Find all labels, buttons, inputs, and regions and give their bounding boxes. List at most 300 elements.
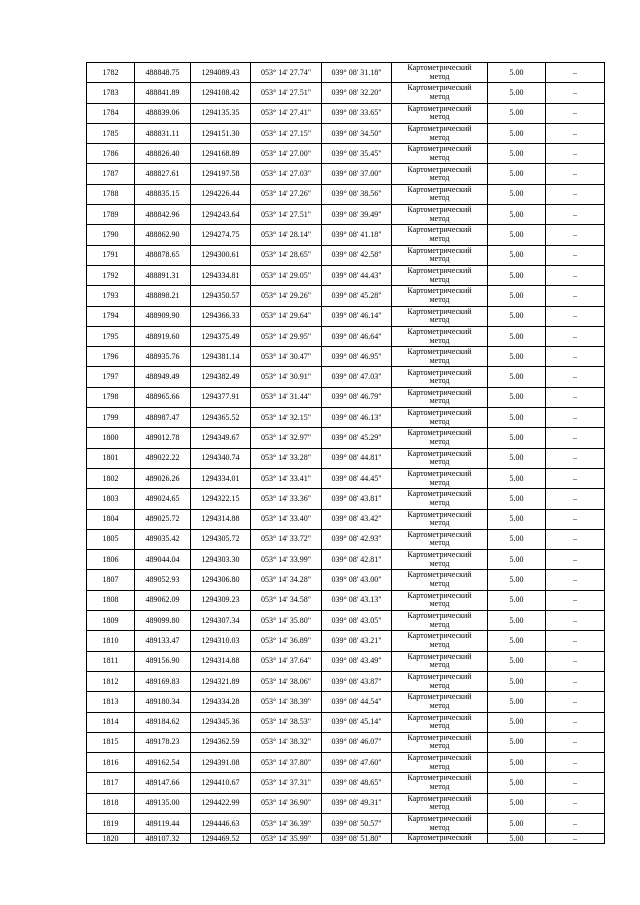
method-line-2: метод	[429, 71, 450, 81]
longitude-cell: 039° 08' 51.80"	[322, 834, 392, 844]
point-number-cell: 1791	[87, 245, 135, 265]
longitude-cell: 039° 08' 38.56"	[322, 184, 392, 204]
latitude-cell: 053° 14' 35.80"	[251, 611, 322, 631]
table-row	[87, 428, 605, 448]
latitude-cell: 053° 14' 37.31"	[251, 773, 322, 793]
y-coordinate-cell: 1294422.99	[191, 793, 251, 813]
x-coordinate-cell: 489162.54	[135, 753, 191, 773]
method-line-1: Картометрический	[407, 103, 472, 113]
longitude-cell: 039° 08' 44.45"	[322, 468, 392, 488]
point-number-cell: 1811	[87, 651, 135, 671]
method-line-1: Картометрический	[407, 266, 472, 276]
method-cell	[392, 184, 488, 204]
point-number-cell: 1813	[87, 692, 135, 712]
x-coordinate-cell: 489026.26	[135, 468, 191, 488]
accuracy-cell: 5.00	[488, 651, 546, 671]
y-coordinate-cell: 1294300.61	[191, 245, 251, 265]
method-cell	[392, 813, 488, 833]
point-number-cell: 1793	[87, 286, 135, 306]
latitude-cell: 053° 14' 28.65"	[251, 245, 322, 265]
note-cell: –	[546, 509, 605, 529]
y-coordinate-cell: 1294168.89	[191, 144, 251, 164]
x-coordinate-cell: 489044.04	[135, 550, 191, 570]
x-coordinate-cell: 488987.47	[135, 408, 191, 428]
y-coordinate-cell: 1294303.30	[191, 550, 251, 570]
table-row	[87, 205, 605, 225]
method-cell	[392, 651, 488, 671]
x-coordinate-cell: 489099.80	[135, 611, 191, 631]
method-line-2: метод	[429, 234, 450, 244]
method-line-1: Картометрический	[407, 326, 472, 336]
y-coordinate-cell: 1294305.72	[191, 529, 251, 549]
method-line-1: Картометрический	[407, 184, 472, 194]
method-line-2: метод	[429, 782, 450, 792]
table-row	[87, 63, 605, 83]
latitude-cell: 053° 14' 27.26"	[251, 184, 322, 204]
accuracy-cell: 5.00	[488, 529, 546, 549]
longitude-cell: 039° 08' 44.54"	[322, 692, 392, 712]
table-row	[87, 570, 605, 590]
table-row	[87, 671, 605, 691]
longitude-cell: 039° 08' 47.60"	[322, 753, 392, 773]
accuracy-cell: 5.00	[488, 225, 546, 245]
x-coordinate-cell: 488827.61	[135, 164, 191, 184]
table-row	[87, 347, 605, 367]
latitude-cell: 053° 14' 36.90"	[251, 793, 322, 813]
longitude-cell: 039° 08' 46.13"	[322, 408, 392, 428]
accuracy-cell: 5.00	[488, 408, 546, 428]
longitude-cell: 039° 08' 46.79"	[322, 387, 392, 407]
method-line-2: метод	[429, 416, 450, 426]
method-line-2: метод	[429, 274, 450, 284]
method-cell	[392, 205, 488, 225]
point-number-cell: 1806	[87, 550, 135, 570]
point-number-cell: 1797	[87, 367, 135, 387]
point-number-cell: 1789	[87, 205, 135, 225]
x-coordinate-cell: 489147.66	[135, 773, 191, 793]
latitude-cell: 053° 14' 32.97"	[251, 428, 322, 448]
latitude-cell: 053° 14' 37.80"	[251, 753, 322, 773]
method-line-1: Картометрический	[407, 651, 472, 661]
y-coordinate-cell: 1294381.14	[191, 347, 251, 367]
y-coordinate-cell: 1294321.89	[191, 671, 251, 691]
accuracy-cell: 5.00	[488, 489, 546, 509]
y-coordinate-cell: 1294446.63	[191, 813, 251, 833]
note-cell: –	[546, 448, 605, 468]
y-coordinate-cell: 1294350.57	[191, 286, 251, 306]
method-line-2: метод	[429, 193, 450, 203]
y-coordinate-cell: 1294334.28	[191, 692, 251, 712]
point-number-cell: 1800	[87, 428, 135, 448]
accuracy-cell: 5.00	[488, 509, 546, 529]
method-line-1: Картометрический	[407, 753, 472, 763]
x-coordinate-cell: 489133.47	[135, 631, 191, 651]
point-number-cell: 1807	[87, 570, 135, 590]
accuracy-cell: 5.00	[488, 732, 546, 752]
x-coordinate-cell: 488909.90	[135, 306, 191, 326]
latitude-cell: 053° 14' 36.89"	[251, 631, 322, 651]
longitude-cell: 039° 08' 37.00"	[322, 164, 392, 184]
longitude-cell: 039° 08' 44.43"	[322, 265, 392, 285]
x-coordinate-cell: 488919.60	[135, 326, 191, 346]
point-number-cell: 1816	[87, 753, 135, 773]
table-row	[87, 813, 605, 833]
longitude-cell: 039° 08' 34.50"	[322, 123, 392, 143]
method-line-1: Картометрический	[407, 773, 472, 783]
accuracy-cell: 5.00	[488, 347, 546, 367]
x-coordinate-cell: 488826.40	[135, 144, 191, 164]
point-number-cell: 1804	[87, 509, 135, 529]
table-row	[87, 184, 605, 204]
latitude-cell: 053° 14' 27.03"	[251, 164, 322, 184]
method-line-1: Картометрический	[407, 489, 472, 499]
latitude-cell: 053° 14' 34.58"	[251, 590, 322, 610]
accuracy-cell: 5.00	[488, 550, 546, 570]
method-cell	[392, 611, 488, 631]
x-coordinate-cell: 489178.23	[135, 732, 191, 752]
method-line-2: метод	[429, 376, 450, 386]
table-row	[87, 712, 605, 732]
y-coordinate-cell: 1294345.36	[191, 712, 251, 732]
table-row	[87, 611, 605, 631]
method-line-2: метод	[429, 538, 450, 548]
note-cell: –	[546, 164, 605, 184]
longitude-cell: 039° 08' 35.45"	[322, 144, 392, 164]
method-cell	[392, 144, 488, 164]
longitude-cell: 039° 08' 43.87"	[322, 671, 392, 691]
latitude-cell: 053° 14' 33.40"	[251, 509, 322, 529]
accuracy-cell: 5.00	[488, 265, 546, 285]
table-row	[87, 468, 605, 488]
longitude-cell: 039° 08' 43.21"	[322, 631, 392, 651]
method-cell	[392, 692, 488, 712]
y-coordinate-cell: 1294314.88	[191, 509, 251, 529]
point-number-cell: 1803	[87, 489, 135, 509]
method-cell	[392, 834, 488, 844]
method-line-2: метод	[429, 619, 450, 629]
table-row	[87, 448, 605, 468]
method-cell	[392, 428, 488, 448]
method-cell	[392, 123, 488, 143]
latitude-cell: 053° 14' 37.64"	[251, 651, 322, 671]
table-row	[87, 245, 605, 265]
longitude-cell: 039° 08' 43.05"	[322, 611, 392, 631]
method-cell	[392, 529, 488, 549]
note-cell: –	[546, 428, 605, 448]
accuracy-cell: 5.00	[488, 773, 546, 793]
method-cell	[392, 590, 488, 610]
method-line-1: Картометрический	[407, 408, 472, 418]
method-cell	[392, 732, 488, 752]
note-cell: –	[546, 793, 605, 813]
point-number-cell: 1801	[87, 448, 135, 468]
x-coordinate-cell: 488835.15	[135, 184, 191, 204]
note-cell: –	[546, 387, 605, 407]
longitude-cell: 039° 08' 31.18"	[322, 63, 392, 83]
y-coordinate-cell: 1294362.59	[191, 732, 251, 752]
latitude-cell: 053° 14' 38.39"	[251, 692, 322, 712]
method-line-1: Картометрический	[407, 245, 472, 255]
latitude-cell: 053° 14' 27.51"	[251, 83, 322, 103]
accuracy-cell: 5.00	[488, 144, 546, 164]
method-cell	[392, 265, 488, 285]
note-cell: –	[546, 550, 605, 570]
latitude-cell: 053° 14' 29.64"	[251, 306, 322, 326]
y-coordinate-cell: 1294469.52	[191, 834, 251, 844]
accuracy-cell: 5.00	[488, 631, 546, 651]
method-line-2: метод	[429, 721, 450, 731]
x-coordinate-cell: 488965.66	[135, 387, 191, 407]
method-line-2: метод	[429, 680, 450, 690]
accuracy-cell: 5.00	[488, 428, 546, 448]
y-coordinate-cell: 1294334.01	[191, 468, 251, 488]
method-line-2: метод	[429, 822, 450, 832]
method-cell	[392, 753, 488, 773]
method-line-2: метод	[429, 112, 450, 122]
longitude-cell: 039° 08' 42.58"	[322, 245, 392, 265]
method-line-2: метод	[429, 761, 450, 771]
x-coordinate-cell: 488841.89	[135, 83, 191, 103]
method-line-1: Картометрический	[407, 793, 472, 803]
table-row	[87, 631, 605, 651]
y-coordinate-cell: 1294243.64	[191, 205, 251, 225]
longitude-cell: 039° 08' 45.14"	[322, 712, 392, 732]
latitude-cell: 053° 14' 29.26"	[251, 286, 322, 306]
y-coordinate-cell: 1294309.23	[191, 590, 251, 610]
longitude-cell: 039° 08' 48.65"	[322, 773, 392, 793]
method-line-2: метод	[429, 639, 450, 649]
y-coordinate-cell: 1294382.49	[191, 367, 251, 387]
table-row	[87, 306, 605, 326]
longitude-cell: 039° 08' 46.64"	[322, 326, 392, 346]
x-coordinate-cell: 489107.32	[135, 834, 191, 844]
note-cell: –	[546, 408, 605, 428]
y-coordinate-cell: 1294089.43	[191, 63, 251, 83]
table-row	[87, 326, 605, 346]
method-cell	[392, 326, 488, 346]
method-line-1: Картометрический	[407, 83, 472, 93]
method-line-2: метод	[429, 294, 450, 304]
x-coordinate-cell: 488862.90	[135, 225, 191, 245]
y-coordinate-cell: 1294314.88	[191, 651, 251, 671]
method-line-1: Картометрический	[407, 590, 472, 600]
note-cell: –	[546, 570, 605, 590]
method-line-1: Картометрический	[407, 225, 472, 235]
accuracy-cell: 5.00	[488, 103, 546, 123]
method-line-1: Картометрический	[407, 611, 472, 621]
y-coordinate-cell: 1294334.81	[191, 265, 251, 285]
method-cell	[392, 63, 488, 83]
x-coordinate-cell: 488842.96	[135, 205, 191, 225]
accuracy-cell: 5.00	[488, 286, 546, 306]
point-number-cell: 1818	[87, 793, 135, 813]
latitude-cell: 053° 14' 34.28"	[251, 570, 322, 590]
y-coordinate-cell: 1294391.08	[191, 753, 251, 773]
note-cell: –	[546, 245, 605, 265]
x-coordinate-cell: 488878.65	[135, 245, 191, 265]
table-row	[87, 83, 605, 103]
method-cell	[392, 631, 488, 651]
x-coordinate-cell: 489156.90	[135, 651, 191, 671]
point-number-cell: 1788	[87, 184, 135, 204]
longitude-cell: 039° 08' 45.28"	[322, 286, 392, 306]
method-line-2: метод	[429, 315, 450, 325]
note-cell: –	[546, 205, 605, 225]
longitude-cell: 039° 08' 44.81"	[322, 448, 392, 468]
longitude-cell: 039° 08' 46.14"	[322, 306, 392, 326]
longitude-cell: 039° 08' 43.42"	[322, 509, 392, 529]
accuracy-cell: 5.00	[488, 63, 546, 83]
table-row	[87, 692, 605, 712]
x-coordinate-cell: 488839.06	[135, 103, 191, 123]
method-line-2: метод	[429, 173, 450, 183]
note-cell: –	[546, 347, 605, 367]
note-cell: –	[546, 286, 605, 306]
method-line-1: Картометрический	[407, 671, 472, 681]
point-number-cell: 1802	[87, 468, 135, 488]
method-cell	[392, 225, 488, 245]
note-cell: –	[546, 468, 605, 488]
point-number-cell: 1783	[87, 83, 135, 103]
method-line-1: Картометрический	[407, 123, 472, 133]
accuracy-cell: 5.00	[488, 753, 546, 773]
note-cell: –	[546, 123, 605, 143]
method-cell	[392, 448, 488, 468]
method-line-1: Картометрический	[407, 692, 472, 702]
accuracy-cell: 5.00	[488, 712, 546, 732]
table-row	[87, 509, 605, 529]
longitude-cell: 039° 08' 46.07"	[322, 732, 392, 752]
longitude-cell: 039° 08' 42.81"	[322, 550, 392, 570]
accuracy-cell: 5.00	[488, 570, 546, 590]
x-coordinate-cell: 489119.44	[135, 813, 191, 833]
table-row	[87, 753, 605, 773]
x-coordinate-cell: 489052.93	[135, 570, 191, 590]
table-row	[87, 164, 605, 184]
method-line-1: Картометрический	[407, 448, 472, 458]
method-line-2: метод	[429, 457, 450, 467]
method-line-2: метод	[429, 355, 450, 365]
point-number-cell: 1817	[87, 773, 135, 793]
latitude-cell: 053° 14' 32.15"	[251, 408, 322, 428]
y-coordinate-cell: 1294197.58	[191, 164, 251, 184]
point-number-cell: 1819	[87, 813, 135, 833]
method-line-1: Картометрический	[407, 205, 472, 215]
method-line-2: метод	[429, 497, 450, 507]
method-line-1: Картометрический	[407, 529, 472, 539]
point-number-cell: 1809	[87, 611, 135, 631]
method-line-2: метод	[429, 660, 450, 670]
method-cell	[392, 773, 488, 793]
table-row	[87, 834, 605, 844]
longitude-cell: 039° 08' 39.49"	[322, 205, 392, 225]
table-row	[87, 773, 605, 793]
accuracy-cell: 5.00	[488, 671, 546, 691]
method-cell	[392, 408, 488, 428]
note-cell: –	[546, 529, 605, 549]
note-cell: –	[546, 103, 605, 123]
latitude-cell: 053° 14' 33.28"	[251, 448, 322, 468]
longitude-cell: 039° 08' 49.31"	[322, 793, 392, 813]
latitude-cell: 053° 14' 29.05"	[251, 265, 322, 285]
table-row	[87, 103, 605, 123]
method-line-2: метод	[429, 802, 450, 812]
longitude-cell: 039° 08' 43.81"	[322, 489, 392, 509]
longitude-cell: 039° 08' 45.29"	[322, 428, 392, 448]
accuracy-cell: 5.00	[488, 448, 546, 468]
x-coordinate-cell: 489024.65	[135, 489, 191, 509]
table-row	[87, 489, 605, 509]
point-number-cell: 1799	[87, 408, 135, 428]
method-line-1: Картометрический	[407, 814, 472, 824]
method-line-1: Картометрический	[407, 631, 472, 641]
accuracy-cell: 5.00	[488, 611, 546, 631]
method-line-1: Картометрический	[407, 732, 472, 742]
y-coordinate-cell: 1294108.42	[191, 83, 251, 103]
y-coordinate-cell: 1294226.44	[191, 184, 251, 204]
method-cell	[392, 509, 488, 529]
method-line-2: метод	[429, 91, 450, 101]
method-line-2: метод	[429, 477, 450, 487]
latitude-cell: 053° 14' 38.53"	[251, 712, 322, 732]
point-number-cell: 1785	[87, 123, 135, 143]
method-line-1: Картометрический	[407, 387, 472, 397]
point-number-cell: 1812	[87, 671, 135, 691]
latitude-cell: 053° 14' 33.99"	[251, 550, 322, 570]
y-coordinate-cell: 1294135.35	[191, 103, 251, 123]
accuracy-cell: 5.00	[488, 164, 546, 184]
latitude-cell: 053° 14' 28.14"	[251, 225, 322, 245]
method-line-2: метод	[429, 152, 450, 162]
method-line-1: Картометрический	[407, 63, 472, 73]
y-coordinate-cell: 1294410.67	[191, 773, 251, 793]
latitude-cell: 053° 14' 27.74"	[251, 63, 322, 83]
latitude-cell: 053° 14' 36.39"	[251, 813, 322, 833]
point-number-cell: 1792	[87, 265, 135, 285]
table-row	[87, 286, 605, 306]
note-cell: –	[546, 813, 605, 833]
method-line-2: метод	[429, 436, 450, 446]
x-coordinate-cell: 489180.34	[135, 692, 191, 712]
y-coordinate-cell: 1294375.49	[191, 326, 251, 346]
method-line-2: метод	[429, 599, 450, 609]
y-coordinate-cell: 1294340.74	[191, 448, 251, 468]
latitude-cell: 053° 14' 33.41"	[251, 468, 322, 488]
method-cell	[392, 468, 488, 488]
point-number-cell: 1808	[87, 590, 135, 610]
x-coordinate-cell: 488935.76	[135, 347, 191, 367]
method-line-1: Картометрический	[407, 164, 472, 174]
latitude-cell: 053° 14' 33.72"	[251, 529, 322, 549]
x-coordinate-cell: 489135.00	[135, 793, 191, 813]
note-cell: –	[546, 631, 605, 651]
note-cell: –	[546, 144, 605, 164]
method-cell	[392, 550, 488, 570]
method-line-2: метод	[429, 700, 450, 710]
y-coordinate-cell: 1294307.34	[191, 611, 251, 631]
point-number-cell: 1790	[87, 225, 135, 245]
note-cell: –	[546, 753, 605, 773]
latitude-cell: 053° 14' 29.95"	[251, 326, 322, 346]
table-row	[87, 265, 605, 285]
latitude-cell: 053° 14' 33.36"	[251, 489, 322, 509]
point-number-cell: 1796	[87, 347, 135, 367]
method-line-2: метод	[429, 254, 450, 264]
method-cell	[392, 83, 488, 103]
latitude-cell: 053° 14' 38.32"	[251, 732, 322, 752]
point-number-cell: 1805	[87, 529, 135, 549]
coordinates-table-body	[87, 63, 605, 844]
